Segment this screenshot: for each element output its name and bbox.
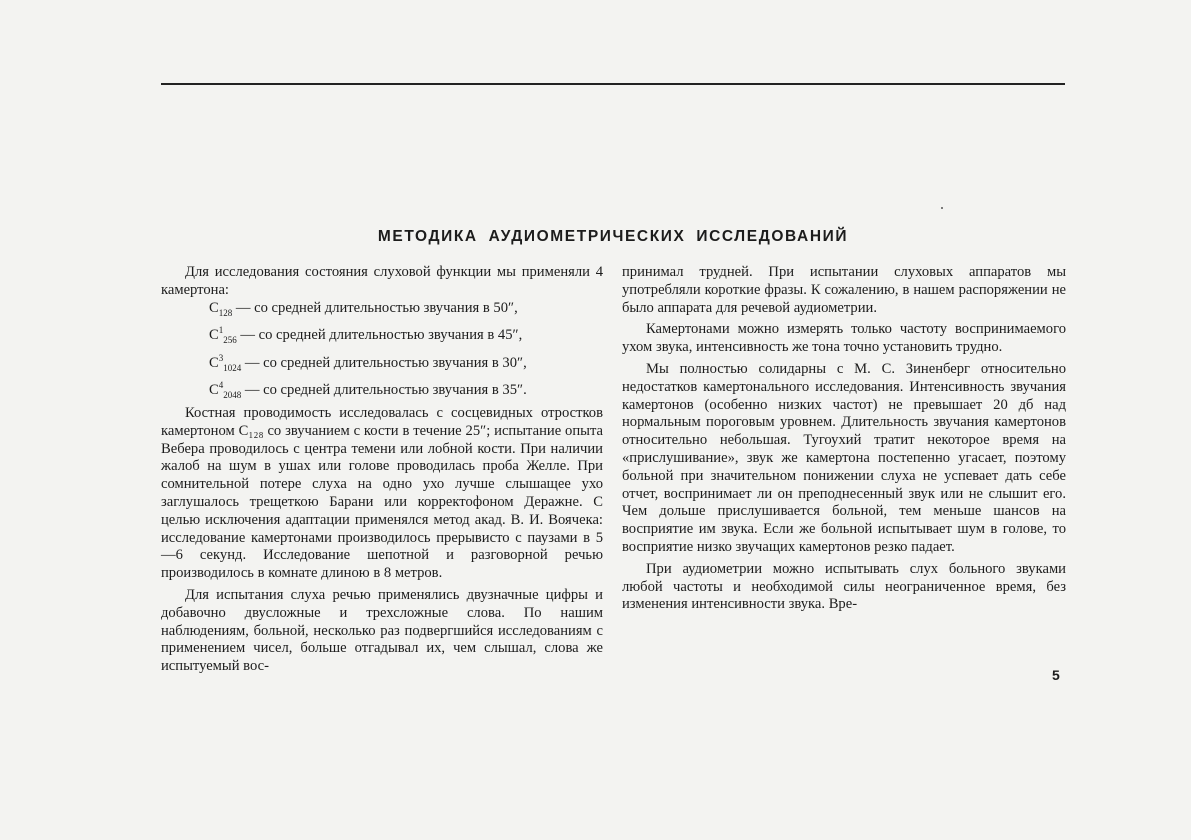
tuning-fork-limits-paragraph: Камертонами можно измерять только частоту воспринимаемого ухом звука, интенсивность же тона точно установить трудно. — [622, 321, 1066, 356]
fork-frequency: 256 — [223, 335, 237, 346]
tuning-fork-list — [161, 300, 603, 405]
fork-base: C — [209, 382, 219, 399]
fork-frequency: 2048 — [223, 390, 242, 401]
tuning-fork-item — [161, 350, 603, 378]
speech-test-paragraph: Для испытания слуха речью применялись двузначные цифры и добавочно двусложные и трехсложные слова. По нашим наблюдениям, больной, несколько раз подвергшийся исследованиям с применением чисел, больше отгадывал их, чем слышал, слова же испытуемый вос- — [161, 586, 603, 675]
audiometry-paragraph: При аудиометрии можно испытывать слух больного звуками любой частоты и необходимой силы неограниченное время, без изменения интенсивности звука. Вре- — [622, 560, 1066, 613]
intro-paragraph: Для исследования состояния слуховой функции мы применяли 4 камертона: — [161, 264, 603, 298]
fork-description: — со средней длительностью звучания в 35″. — [241, 382, 527, 399]
fork-octave: 4 — [218, 380, 224, 391]
tuning-fork-item — [161, 322, 603, 350]
left-column — [161, 264, 603, 676]
solidarity-paragraph: Мы полностью солидарны с М. С. Зиненберг относительно недостатков камертонального исследования. Интенсивность звучания камертонов (особенно низких частот) не превышает 20 дб над нормальным пороговым уровнем. Длительность звучания камертонов относительно небольшая. Тугоухий тратит некоторое время на «прислушивание», звук же камертона постепенно угасает, поэтому больной при значительном понижении слуха не успевает дать себе отчет, воспринимает ли он преподнесенный звук или не слышит его. Чем дольше прислушивается больной, тем меньше шансов на восприятие им звука. Если же больной испытывает шум в голове, то восприятие низко звучащих камертонов резко падает. — [622, 360, 1066, 555]
fork-description: — со средней длительностью звучания в 30″, — [241, 354, 527, 371]
fork-description: — со средней длительностью звучания в 45″, — [236, 327, 523, 344]
fork-description: — со средней длительностью звучания в 50″, — [232, 299, 518, 316]
fork-frequency: 1024 — [223, 362, 242, 373]
fork-base: C — [209, 299, 219, 316]
fork-frequency: 128 — [218, 307, 233, 318]
tuning-fork-item — [161, 300, 603, 323]
page-number: 5 — [1052, 667, 1060, 683]
tuning-fork-item — [161, 377, 603, 405]
fork-base: C — [209, 354, 219, 371]
fork-base: C — [209, 327, 219, 344]
header-rule — [161, 83, 1065, 85]
bone-conduction-paragraph: Костная проводимость исследовалась с сосцевидных отростков камертоном C₁₂₈ со звучанием с кости в течение 25″; испытание опыта Вебера проводилось с центра темени или лобной кости. При наличии жалоб на шум в ушах или голове проводилась проба Желле. При сомнительной потере слуха на одно ухо лучше слышащее ухо заглушалось трещеткою Барани или корректофоном Деражне. С целью исключения адаптации применялся метод акад. В. И. Воячека: исследование камертонами производилось прерывисто с паузами в 5—6 секунд. Исследование шепотной и разговорной речью производилось в комнате длиною в 8 метров. — [161, 404, 603, 582]
continuation-paragraph: принимал трудней. При испытании слуховых аппаратов мы употребляли короткие фразы. К сожалению, в нашем распоряжении не было аппарата для речевой аудиометрии. — [622, 264, 1066, 316]
print-speck — [941, 207, 943, 209]
fork-octave: 3 — [218, 352, 224, 363]
fork-octave: 1 — [218, 325, 224, 336]
section-title: МЕТОДИКА АУДИОМЕТРИЧЕСКИХ ИССЛЕДОВАНИЙ — [377, 228, 849, 245]
right-column — [622, 264, 1066, 614]
